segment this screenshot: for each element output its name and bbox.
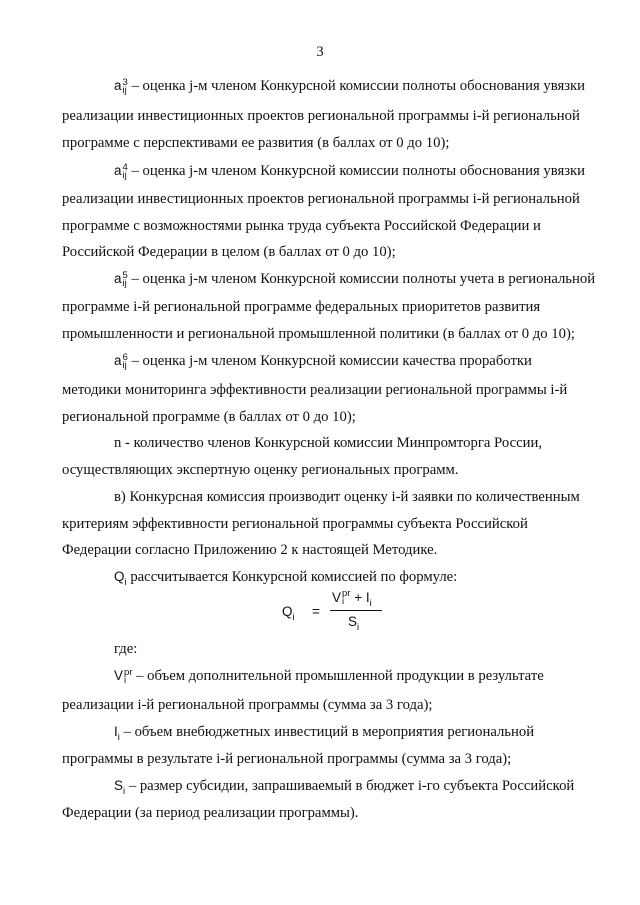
item-a3-line-3: программе с перспективами ее развития (в баллах от 0 до 10); — [62, 135, 450, 151]
item-a5-line-1: a 5 ij – оценка j-м членом Конкурсной комиссии полноты учета в региональной — [114, 269, 596, 289]
item-a4-line-1: a 4 ij – оценка j-м членом Конкурсной комиссии полноты обоснования увязки — [114, 161, 586, 181]
def-s-line-2: Федерации (за период реализации программы). — [62, 805, 359, 821]
point-v-line-3: Федерации согласно Приложению 2 к настоящей Методике. — [62, 542, 438, 558]
n-item-line-1: n - количество членов Конкурсной комиссии Минпромторга России, — [114, 435, 543, 451]
where-label: где: — [114, 641, 138, 657]
def-s-line-1: $S_i$ – размер субсидии, запрашиваемый в бюджет i-го субъекта Российской — [114, 778, 575, 797]
formula-denominator: $S_i$ — [348, 614, 360, 633]
var-a3: a 3 ij — [114, 76, 128, 96]
item-a5-line-2: программе i-й региональной программе федеральных приоритетов развития — [62, 299, 541, 315]
formula-fraction-bar — [330, 610, 382, 611]
item-a6-line-1: a 6 ij – оценка j-м членом Конкурсной комиссии качества проработки — [114, 351, 532, 371]
point-v-line-2: критериям эффективности региональной программы субъекта Российской — [62, 516, 528, 532]
item-a6-line-2: методики мониторинга эффективности реализации региональной программы i-й — [62, 382, 568, 398]
point-v-line-1: в) Конкурсная комиссия производит оценку i-й заявки по количественным — [114, 489, 580, 505]
formula-numerator: V pr i + $I_i$ — [332, 588, 372, 609]
formula-equals: = — [312, 604, 320, 619]
var-a4: a 4 ij — [114, 161, 128, 181]
item-a5-line-3: промышленности и региональной промышленной политики (в баллах от 0 до 10); — [62, 326, 575, 342]
var-v: V pr i — [114, 666, 133, 686]
n-item-line-2: осуществляющих экспертную оценку региональных программ. — [62, 462, 459, 478]
formula-qi — [282, 586, 402, 636]
item-a4-line-3: программе с возможностями рынка труда субъекта Российской Федерации и — [62, 218, 541, 234]
item-a3-line-2: реализации инвестиционных проектов региональной программы i-й региональной — [62, 108, 580, 124]
def-v-line-2: реализации i-й региональной программы (сумма за 3 года); — [62, 697, 433, 713]
def-i-line-1: $I_i$ – объем внебюджетных инвестиций в мероприятия региональной — [114, 724, 535, 743]
page-number: 3 — [316, 44, 324, 60]
var-a6: a 6 ij — [114, 351, 128, 371]
q-intro: $Q_i$ рассчитывается Конкурсной комиссией по формуле: — [114, 569, 458, 588]
item-a6-line-3: региональной программе (в баллах от 0 до 10); — [62, 409, 356, 425]
var-a5: a 5 ij — [114, 269, 128, 289]
item-a4-line-2: реализации инвестиционных проектов региональной программы i-й региональной — [62, 191, 580, 207]
item-a4-line-4: Российской Федерации в целом (в баллах от 0 до 10); — [62, 244, 396, 260]
formula-lhs: $Q_i$ — [282, 604, 295, 623]
item-a3-line-1: a 3 ij – оценка j-м членом Конкурсной комиссии полноты обоснования увязки — [114, 76, 586, 96]
def-i-line-2: программы в результате i-й региональной программы (сумма за 3 года); — [62, 751, 512, 767]
def-v-line-1: V pr i – объем дополнительной промышленной продукции в результате — [114, 666, 544, 686]
